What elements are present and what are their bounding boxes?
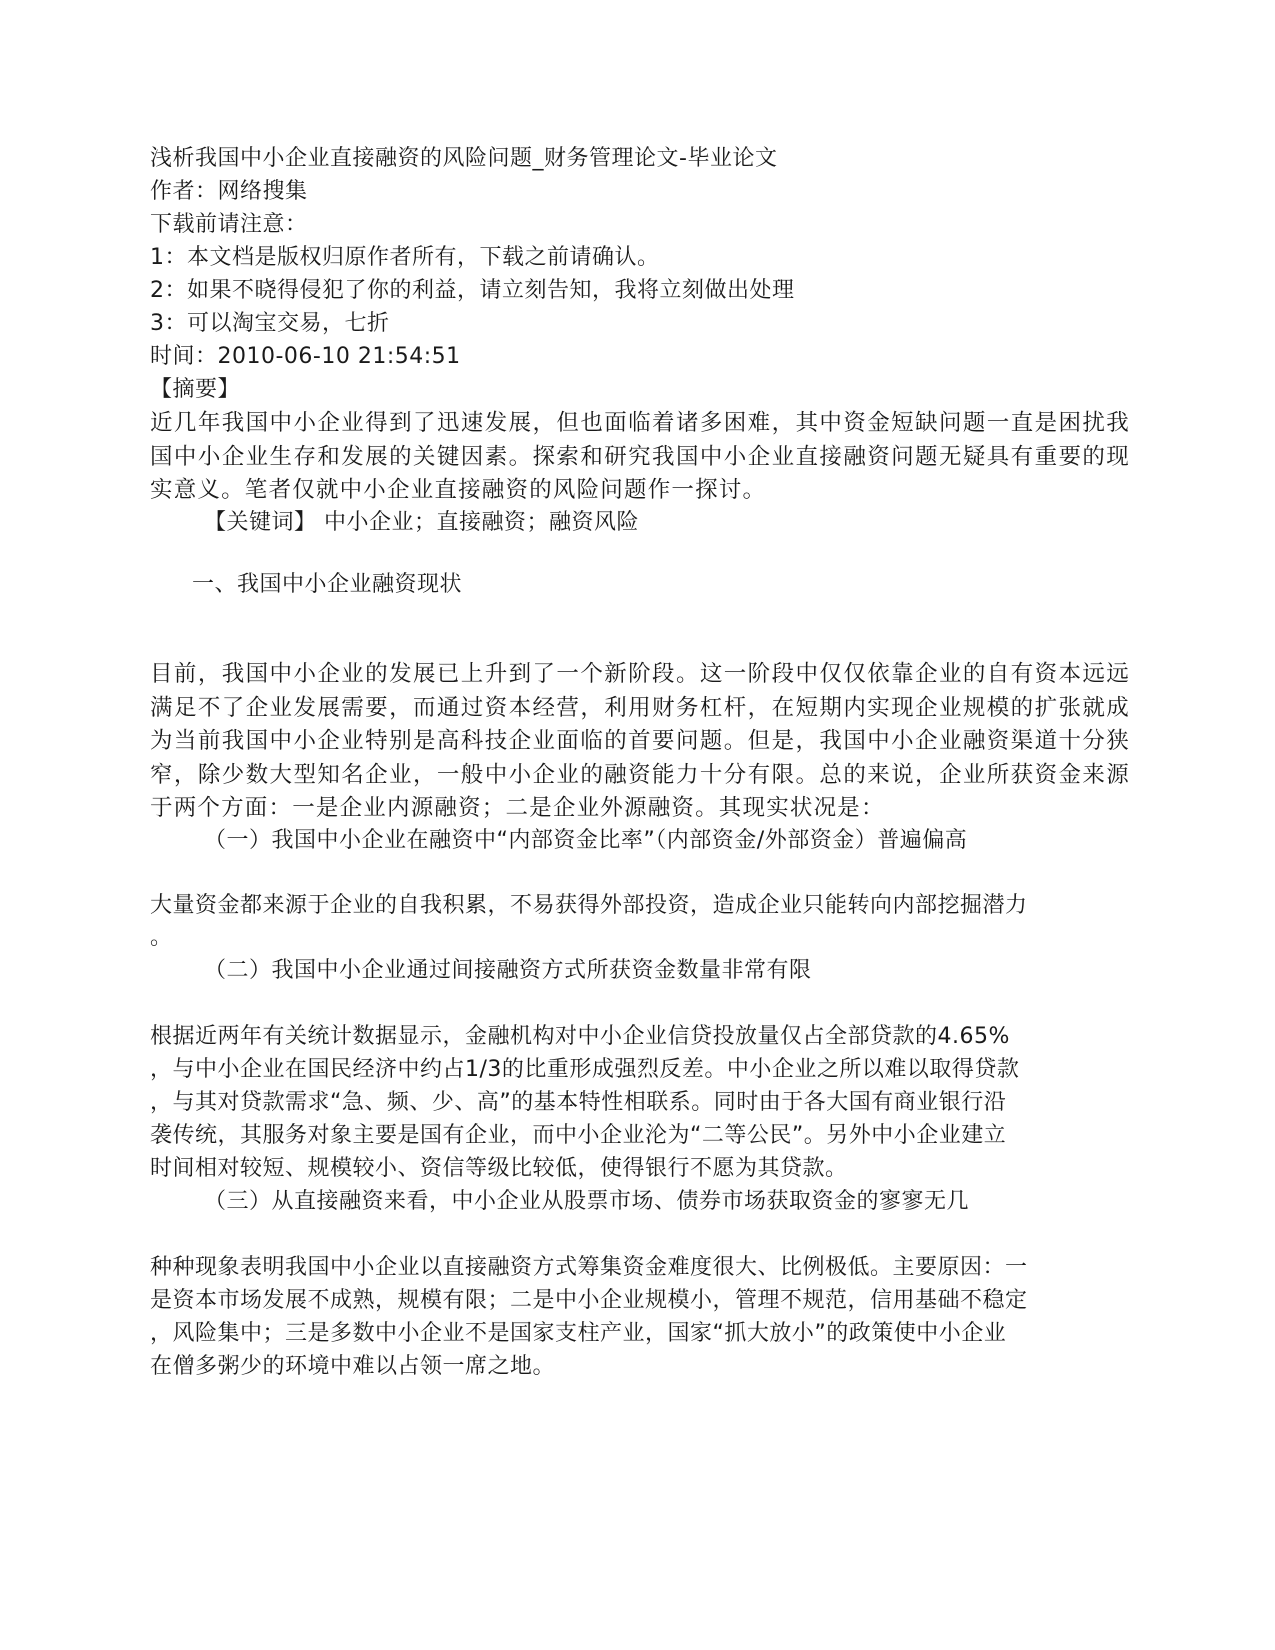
subsection-heading: （三）从直接融资来看，中小企业从股票市场、债券市场获取资金的寥寥无几 — [204, 1189, 970, 1214]
paragraph-line: 是资本市场发展不成熟，规模有限；二是中小企业规模小，管理不规范，信用基础不稳定 — [150, 1288, 1028, 1313]
paragraph-line: 在僧多粥少的环境中难以占领一席之地。 — [150, 1354, 556, 1379]
subsection-heading: （一）我国中小企业在融资中“内部资金比率”（内部资金/外部资金）普遍偏高 — [204, 828, 968, 853]
keywords-line: 【关键词】 中小企业；直接融资；融资风险 — [204, 510, 639, 535]
section-paragraph: 目前，我国中小企业的发展已上升到了一个新阶段。这一阶段中仅仅依靠企业的自有资本远远满足不了企业发展需要，而通过资本经营，利用财务杠杆，在短期内实现企业规模的扩张就成为当前我国中小企业特别是高科技企业面临的首要问题。但是，我国中小企业融资渠道十分狭窄，除少数大型知名企业，一般中小企业的融资能力十分有限。总的来说，企业所获资金来源于两个方面：一是企业内源融资；二是企业外源融资。其现实状况是： — [150, 661, 1130, 821]
section-heading: 一、我国中小企业融资现状 — [192, 572, 463, 597]
timestamp-line: 时间：2010-06-10 21:54:51 — [150, 344, 461, 369]
paragraph-line: 种种现象表明我国中小企业以直接融资方式筹集资金难度很大、比例极低。主要原因：一 — [150, 1255, 1028, 1280]
notice-heading: 下载前请注意： — [150, 212, 308, 237]
paragraph-line: ，与其对贷款需求“急、频、少、高”的基本特性相联系。同时由于各大国有商业银行沿 — [150, 1090, 1007, 1115]
notice-item: 1：本文档是版权归原作者所有，下载之前请确认。 — [150, 245, 660, 270]
subsection-heading: （二）我国中小企业通过间接融资方式所获资金数量非常有限 — [204, 958, 812, 983]
paragraph-line: ，与中小企业在国民经济中约占1/3的比重形成强烈反差。中小企业之所以难以取得贷款 — [150, 1057, 1020, 1082]
paragraph-line: ，风险集中；三是多数中小企业不是国家支柱产业，国家“抓大放小”的政策使中小企业 — [150, 1321, 1007, 1346]
author-line: 作者：网络搜集 — [150, 179, 308, 204]
abstract-label: 【摘要】 — [150, 377, 241, 402]
paragraph-line: 大量资金都来源于企业的自我积累，不易获得外部投资，造成企业只能转向内部挖掘潜力 — [150, 893, 1028, 918]
paragraph-line: 时间相对较短、规模较小、资信等级比较低，使得银行不愿为其贷款。 — [150, 1156, 848, 1181]
abstract-paragraph: 近几年我国中小企业得到了迅速发展，但也面临着诸多困难，其中资金短缺问题一直是困扰我国中小企业生存和发展的关键因素。探索和研究我国中小企业直接融资问题无疑具有重要的现实意义。笔者仅就中小企业直接融资的风险问题作一探讨。 — [150, 410, 1130, 503]
document-title: 浅析我国中小企业直接融资的风险问题_财务管理论文-毕业论文 — [150, 146, 778, 171]
paragraph-line: 根据近两年有关统计数据显示，金融机构对中小企业信贷投放量仅占全部贷款的4.65% — [150, 1024, 1010, 1049]
notice-item: 3：可以淘宝交易，七折 — [150, 311, 390, 336]
paragraph-line: 袭传统，其服务对象主要是国有企业，而中小企业沦为“二等公民”。另外中小企业建立 — [150, 1123, 1007, 1148]
notice-item: 2：如果不晓得侵犯了你的利益，请立刻告知，我将立刻做出处理 — [150, 278, 795, 303]
paragraph-line: 。 — [150, 925, 173, 950]
